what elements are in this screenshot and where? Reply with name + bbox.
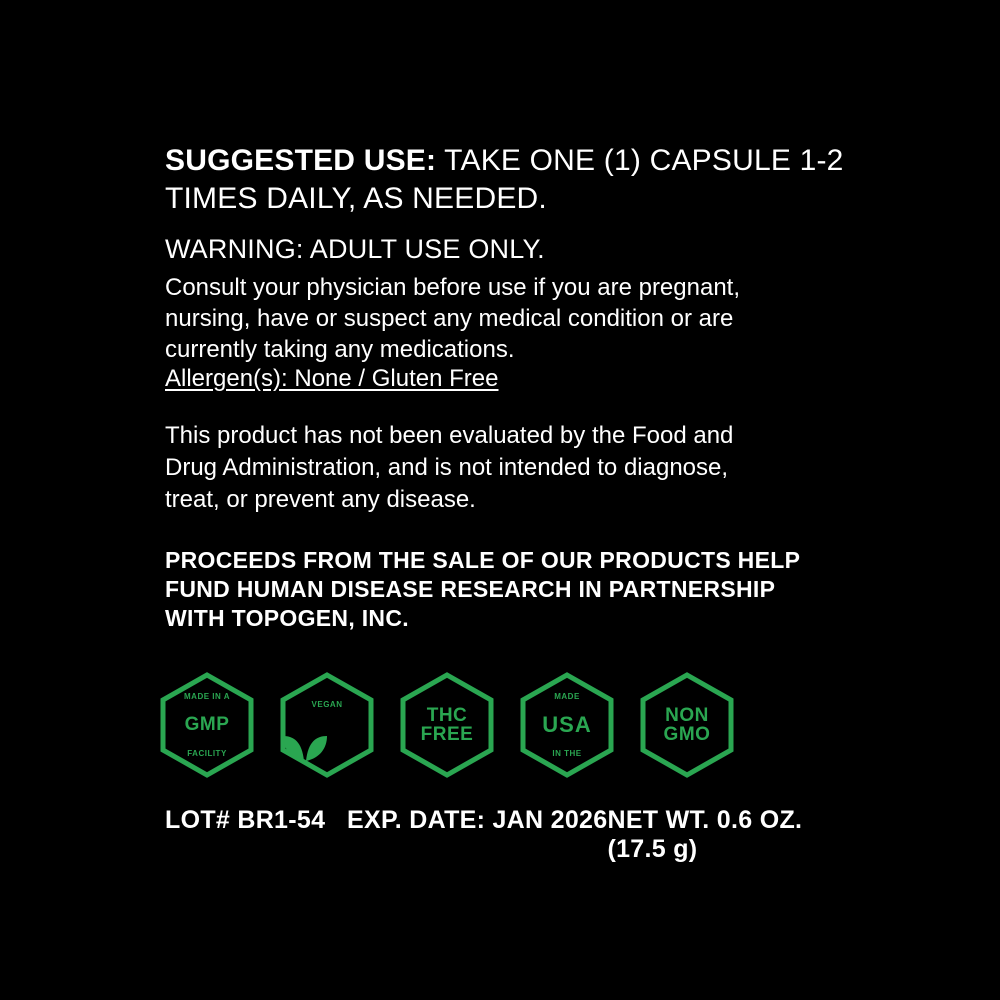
gmp-badge-arc-bottom: FACILITY <box>187 749 227 758</box>
usa-badge-arc-top: MADE <box>554 692 580 701</box>
suggested-use-heading: SUGGESTED USE: <box>165 144 437 177</box>
non-gmo-badge-main: NON <box>665 704 709 726</box>
certification-badges <box>160 672 780 790</box>
thc-free-badge-sub: FREE <box>420 724 474 745</box>
label-footer <box>165 806 845 864</box>
hexagon-outline-icon <box>280 672 374 778</box>
thc-free-badge-text <box>400 672 494 778</box>
thc-free-badge-main: THC <box>426 704 468 726</box>
vegan-badge-icon <box>280 672 374 778</box>
lot-and-expiration: LOT# BR1-54 EXP. DATE: JAN 2026 <box>165 806 608 834</box>
suggested-use-block <box>165 142 865 218</box>
warning-body: Consult your physician before use if you are pregnant, nursing, have or suspect any medical condition or are currently taking any medications. <box>165 274 741 363</box>
made-in-usa-badge-icon <box>520 672 614 778</box>
warning-heading: WARNING: ADULT USE ONLY. <box>165 234 545 264</box>
vegan-badge-main: VEGAN <box>311 700 343 709</box>
gmp-badge-main: GMP <box>184 714 230 736</box>
gmp-badge-arc-top: MADE IN A <box>184 692 230 701</box>
net-weight: NET WT. 0.6 OZ. (17.5 g) <box>607 806 803 863</box>
fda-disclaimer: This product has not been evaluated by the Food and Drug Administration, and is not intended to diagnose, treat, or prevent any disease. <box>165 422 734 513</box>
non-gmo-badge-sub: GMO <box>663 724 711 745</box>
usa-badge-text <box>520 672 614 778</box>
non-gmo-badge-icon <box>640 672 734 778</box>
usa-badge-arc-bottom: IN THE <box>552 749 582 758</box>
usa-badge-main: USA <box>542 711 592 737</box>
thc-free-badge-icon <box>400 672 494 778</box>
non-gmo-badge-text <box>640 672 734 778</box>
suggested-use-text: TAKE ONE (1) CAPSULE 1-2 TIMES DAILY, AS NEEDED. <box>165 144 844 215</box>
gmp-badge-icon <box>160 672 254 778</box>
allergen-statement: Allergen(s): None / Gluten Free <box>165 365 499 392</box>
proceeds-statement: PROCEEDS FROM THE SALE OF OUR PRODUCTS HELP FUND HUMAN DISEASE RESEARCH IN PARTNERSHIP WITH TOPOGEN, INC. <box>165 547 800 631</box>
gmp-badge-text <box>160 672 254 778</box>
